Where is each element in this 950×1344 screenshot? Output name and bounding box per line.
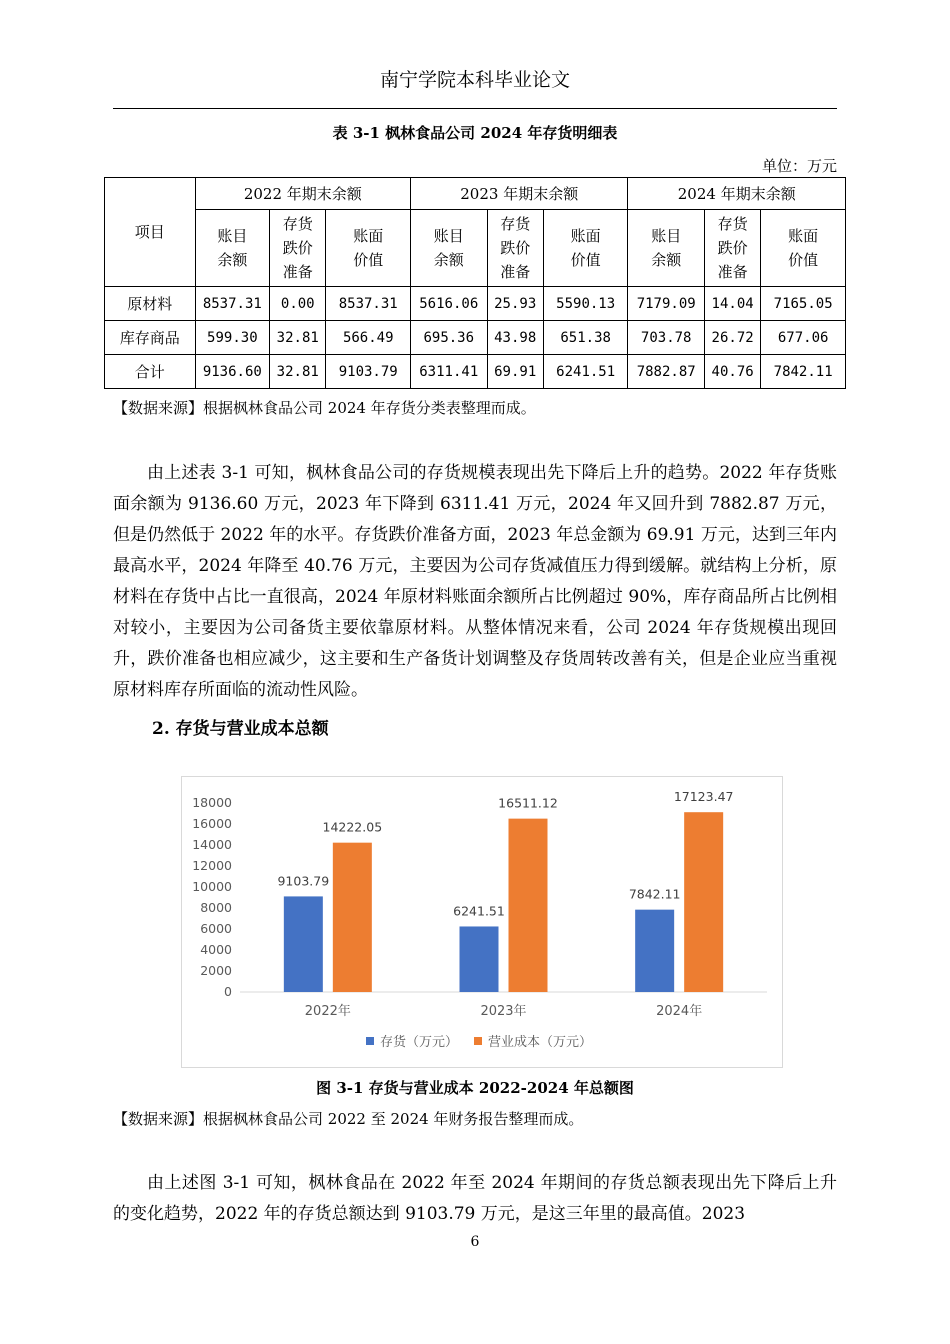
y-tick-label: 8000 <box>200 900 232 915</box>
sub-header-line: 余额 <box>217 251 248 269</box>
table-cell: 0.00 <box>270 287 326 321</box>
table-subheader-row <box>105 210 846 287</box>
running-header: 南宁学院本科毕业论文 <box>379 69 570 91</box>
data-label: 14222.05 <box>322 819 383 835</box>
sub-header-line: 价值 <box>570 251 601 269</box>
y-tick-label: 12000 <box>192 858 232 873</box>
table-caption: 表 3-1 枫林食品公司 2024 年存货明细表 <box>332 124 618 142</box>
sub-header-line: 准备 <box>500 263 531 281</box>
year-header: 2023 年期末余额 <box>411 178 628 210</box>
sub-header-line: 价值 <box>353 251 384 269</box>
table-cell: 599.30 <box>195 321 269 355</box>
operating-cost-bar <box>509 819 548 992</box>
table-cell: 32.81 <box>270 355 326 389</box>
data-label: 7842.11 <box>628 886 681 902</box>
legend-label: 存货（万元） <box>380 1035 459 1050</box>
table-cell: 9136.60 <box>195 355 269 389</box>
figure-caption: 图 3-1 存货与营业成本 2022-2024 年总额图 <box>316 1079 634 1097</box>
table-cell: 695.36 <box>411 321 488 355</box>
table-cell: 6241.51 <box>543 355 628 389</box>
sub-header-line: 跌价 <box>282 239 313 257</box>
y-tick-label: 10000 <box>192 879 232 894</box>
section-heading: 2. 存货与营业成本总额 <box>152 719 329 739</box>
table-cell: 14.04 <box>704 287 760 321</box>
sub-header-line: 账面 <box>570 227 601 245</box>
table-header-row <box>105 178 846 210</box>
sub-header-line: 余额 <box>433 251 464 269</box>
data-label: 9103.79 <box>277 873 330 889</box>
sub-header-line: 账面 <box>353 227 384 245</box>
table-row <box>105 355 846 389</box>
table-cell: 5590.13 <box>543 287 628 321</box>
table-body <box>105 287 846 389</box>
row-label: 库存商品 <box>105 321 196 355</box>
legend-label: 营业成本（万元） <box>488 1035 593 1050</box>
table-cell: 8537.31 <box>326 287 411 321</box>
sub-header-line: 跌价 <box>717 239 748 257</box>
table-row <box>105 287 846 321</box>
item-header: 项目 <box>105 178 196 287</box>
sub-header <box>543 210 628 287</box>
sub-header-line: 账目 <box>217 227 248 245</box>
body-paragraph: 由上述表 3-1 可知，枫林食品公司的存货规模表现出先下降后上升的趋势。2022 年存货账面余额为 9136.60 万元，2023 年下降到 6311.41 万元，2024 年又回升到 7882.87 万元，但是仍然低于 2022 年的水平。存货跌价准备方面，2023 年总金额为 69.91 万元，达到三年内最高水平，2024 年降至 40.76 万元，主要因为公司存货减值压力得到缓解。就结构上分析，原材料在存货中占比一直很高，2024 年原材料账面余额所占比例超过 90%，库存商品所占比例相对较小，主要因为公司备货主要依靠原材料。从整体情况来看，公司 2024 年存货规模出现回升，跌价准备也相应减少，这主要和生产备货计划调整及存货周转改善有关，但是企业应当重视原材料库存所面临的流动性风险。 <box>113 463 837 700</box>
x-tick-label: 2022年 <box>304 1004 351 1019</box>
data-label: 6241.51 <box>453 903 505 919</box>
table-cell: 5616.06 <box>411 287 488 321</box>
y-tick-label: 6000 <box>200 921 232 936</box>
page-number: 6 <box>470 1234 480 1250</box>
table-row <box>105 321 846 355</box>
sub-header <box>704 210 760 287</box>
table-cell: 8537.31 <box>195 287 269 321</box>
row-label: 合计 <box>105 355 196 389</box>
y-tick-label: 18000 <box>192 795 232 810</box>
sub-header-line: 账目 <box>651 227 682 245</box>
table-cell: 26.72 <box>704 321 760 355</box>
sub-header-line: 准备 <box>282 263 313 281</box>
sub-header-line: 账目 <box>433 227 464 245</box>
table-cell: 7842.11 <box>761 355 846 389</box>
inventory-bar <box>284 896 323 992</box>
table-cell: 7179.09 <box>628 287 705 321</box>
operating-cost-bar <box>333 843 372 992</box>
table-cell: 677.06 <box>761 321 846 355</box>
data-label: 17123.47 <box>673 789 734 805</box>
operating-cost-bar <box>684 812 723 992</box>
table-cell: 69.91 <box>487 355 543 389</box>
sub-header <box>628 210 705 287</box>
legend-swatch <box>366 1037 374 1045</box>
legend-swatch <box>474 1037 482 1045</box>
table-cell: 651.38 <box>543 321 628 355</box>
table-unit: 单位：万元 <box>761 157 837 175</box>
inventory-bar <box>635 910 674 992</box>
sub-header-line: 准备 <box>717 263 748 281</box>
sub-header <box>487 210 543 287</box>
row-label: 原材料 <box>105 287 196 321</box>
sub-header-line: 价值 <box>788 251 819 269</box>
chart-canvas <box>182 777 782 1067</box>
y-tick-label: 14000 <box>192 837 232 852</box>
table-cell: 7165.05 <box>761 287 846 321</box>
sub-header-line: 存货 <box>282 215 313 233</box>
header-rule <box>113 108 837 109</box>
y-tick-label: 0 <box>224 984 232 999</box>
year-header: 2022 年期末余额 <box>195 178 410 210</box>
y-tick-label: 2000 <box>200 963 232 978</box>
table-cell: 43.98 <box>487 321 543 355</box>
bar-chart <box>181 776 783 1068</box>
x-tick-label: 2023年 <box>480 1004 527 1019</box>
body-paragraph: 由上述图 3-1 可知，枫林食品在 2022 年至 2024 年期间的存货总额表现出先下降后上升的变化趋势，2022 年的存货总额达到 9103.79 万元，是这三年里的最高值。2023 <box>113 1173 837 1224</box>
table-cell: 6311.41 <box>411 355 488 389</box>
table-cell: 25.93 <box>487 287 543 321</box>
year-header: 2024 年期末余额 <box>628 178 846 210</box>
table-cell: 703.78 <box>628 321 705 355</box>
table-cell: 9103.79 <box>326 355 411 389</box>
y-tick-label: 4000 <box>200 942 232 957</box>
table-cell: 566.49 <box>326 321 411 355</box>
sub-header <box>411 210 488 287</box>
sub-header <box>270 210 326 287</box>
table-cell: 40.76 <box>704 355 760 389</box>
table-cell: 7882.87 <box>628 355 705 389</box>
table-source-note: 【数据来源】根据枫林食品公司 2024 年存货分类表整理而成。 <box>113 399 536 417</box>
sub-header-line: 账面 <box>788 227 819 245</box>
figure-source-note: 【数据来源】根据枫林食品公司 2022 至 2024 年财务报告整理而成。 <box>113 1110 584 1128</box>
y-tick-label: 16000 <box>192 816 232 831</box>
inventory-bar <box>460 926 499 992</box>
sub-header-line: 存货 <box>717 215 748 233</box>
sub-header <box>195 210 269 287</box>
sub-header-line: 跌价 <box>500 239 531 257</box>
sub-header <box>761 210 846 287</box>
table-cell: 32.81 <box>270 321 326 355</box>
data-label: 16511.12 <box>498 795 558 811</box>
x-tick-label: 2024年 <box>656 1004 703 1019</box>
inventory-table <box>104 177 846 389</box>
sub-header-line: 余额 <box>651 251 682 269</box>
sub-header-line: 存货 <box>500 215 531 233</box>
sub-header <box>326 210 411 287</box>
